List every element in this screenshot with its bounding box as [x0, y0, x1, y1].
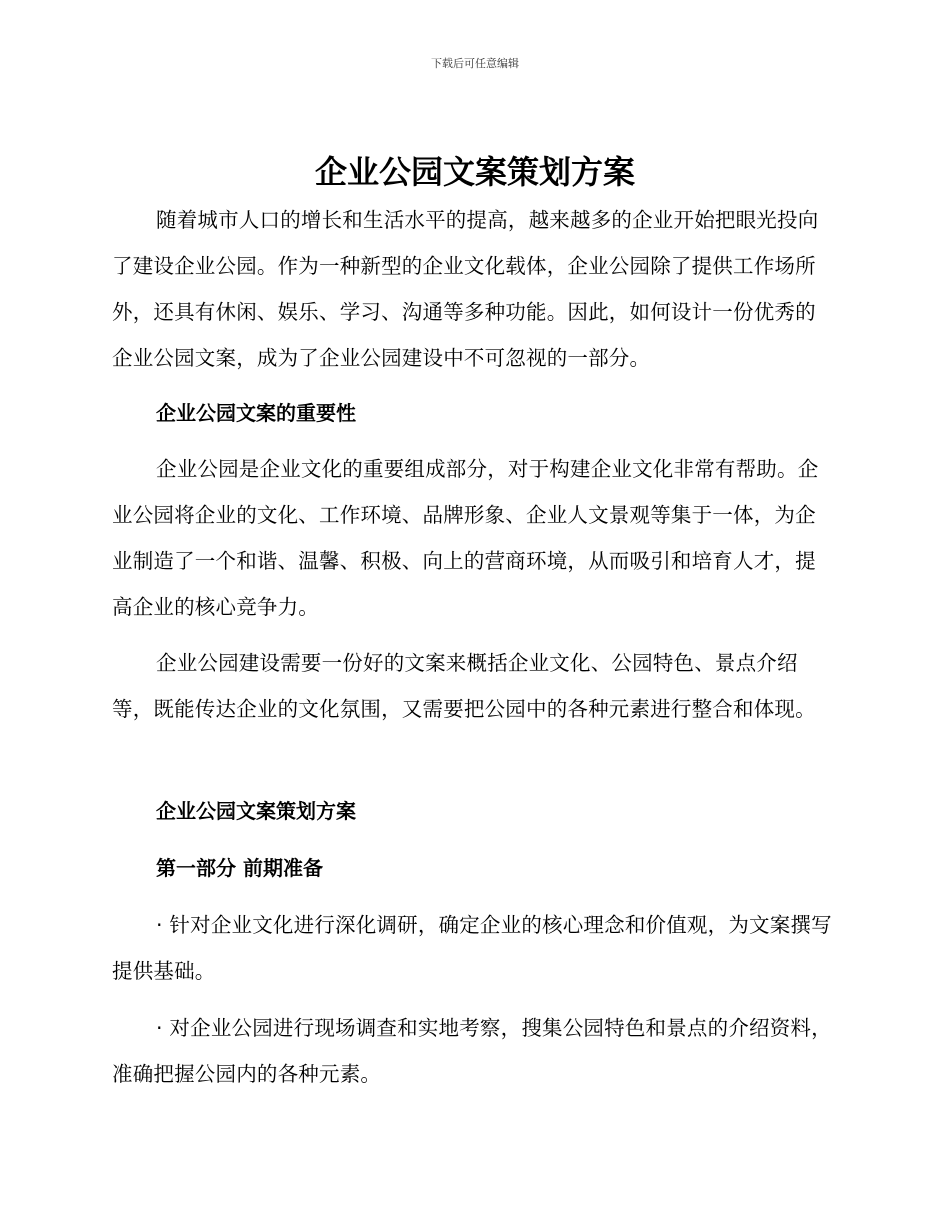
section-heading-importance: 企业公园文案的重要性	[156, 401, 356, 425]
importance-paragraph-2: 企业公园建设需要一份好的文案来概括企业文化、公园特色、景点介绍等，既能传达企业的文化氛围，又需要把公园中的各种元素进行整合和体现。	[112, 651, 816, 721]
bullet-item-survey: · 对企业公园进行现场调查和实地考察，搜集公园特色和景点的介绍资料，准确把握公园内的各种元素。	[112, 1016, 832, 1086]
importance-paragraph-1: 企业公园是企业文化的重要组成部分，对于构建企业文化非常有帮助。企业公园将企业的文化、工作环境、品牌形象、企业人文景观等集于一体，为企业制造了一个和谐、温馨、积极、向上的营商环境，从而吸引和培育人才，提高企业的核心竞争力。	[112, 457, 819, 619]
section-heading-plan: 企业公园文案策划方案	[156, 799, 356, 823]
intro-paragraph: 随着城市人口的增长和生活水平的提高，越来越多的企业开始把眼光投向了建设企业公园。作为一种新型的企业文化载体，企业公园除了提供工作场所外，还具有休闲、娱乐、学习、沟通等多种功能。因此，如何设计一份优秀的企业公园文案，成为了企业公园建设中不可忽视的一部分。	[112, 208, 819, 370]
part-heading-preparation: 第一部分 前期准备	[156, 856, 323, 880]
page-header: 下载后可任意编辑	[431, 57, 519, 70]
bullet-item-research: · 针对企业文化进行深化调研，确定企业的核心理念和价值观，为文案撰写提供基础。	[112, 913, 832, 983]
document-title: 企业公园文案策划方案	[314, 153, 635, 191]
